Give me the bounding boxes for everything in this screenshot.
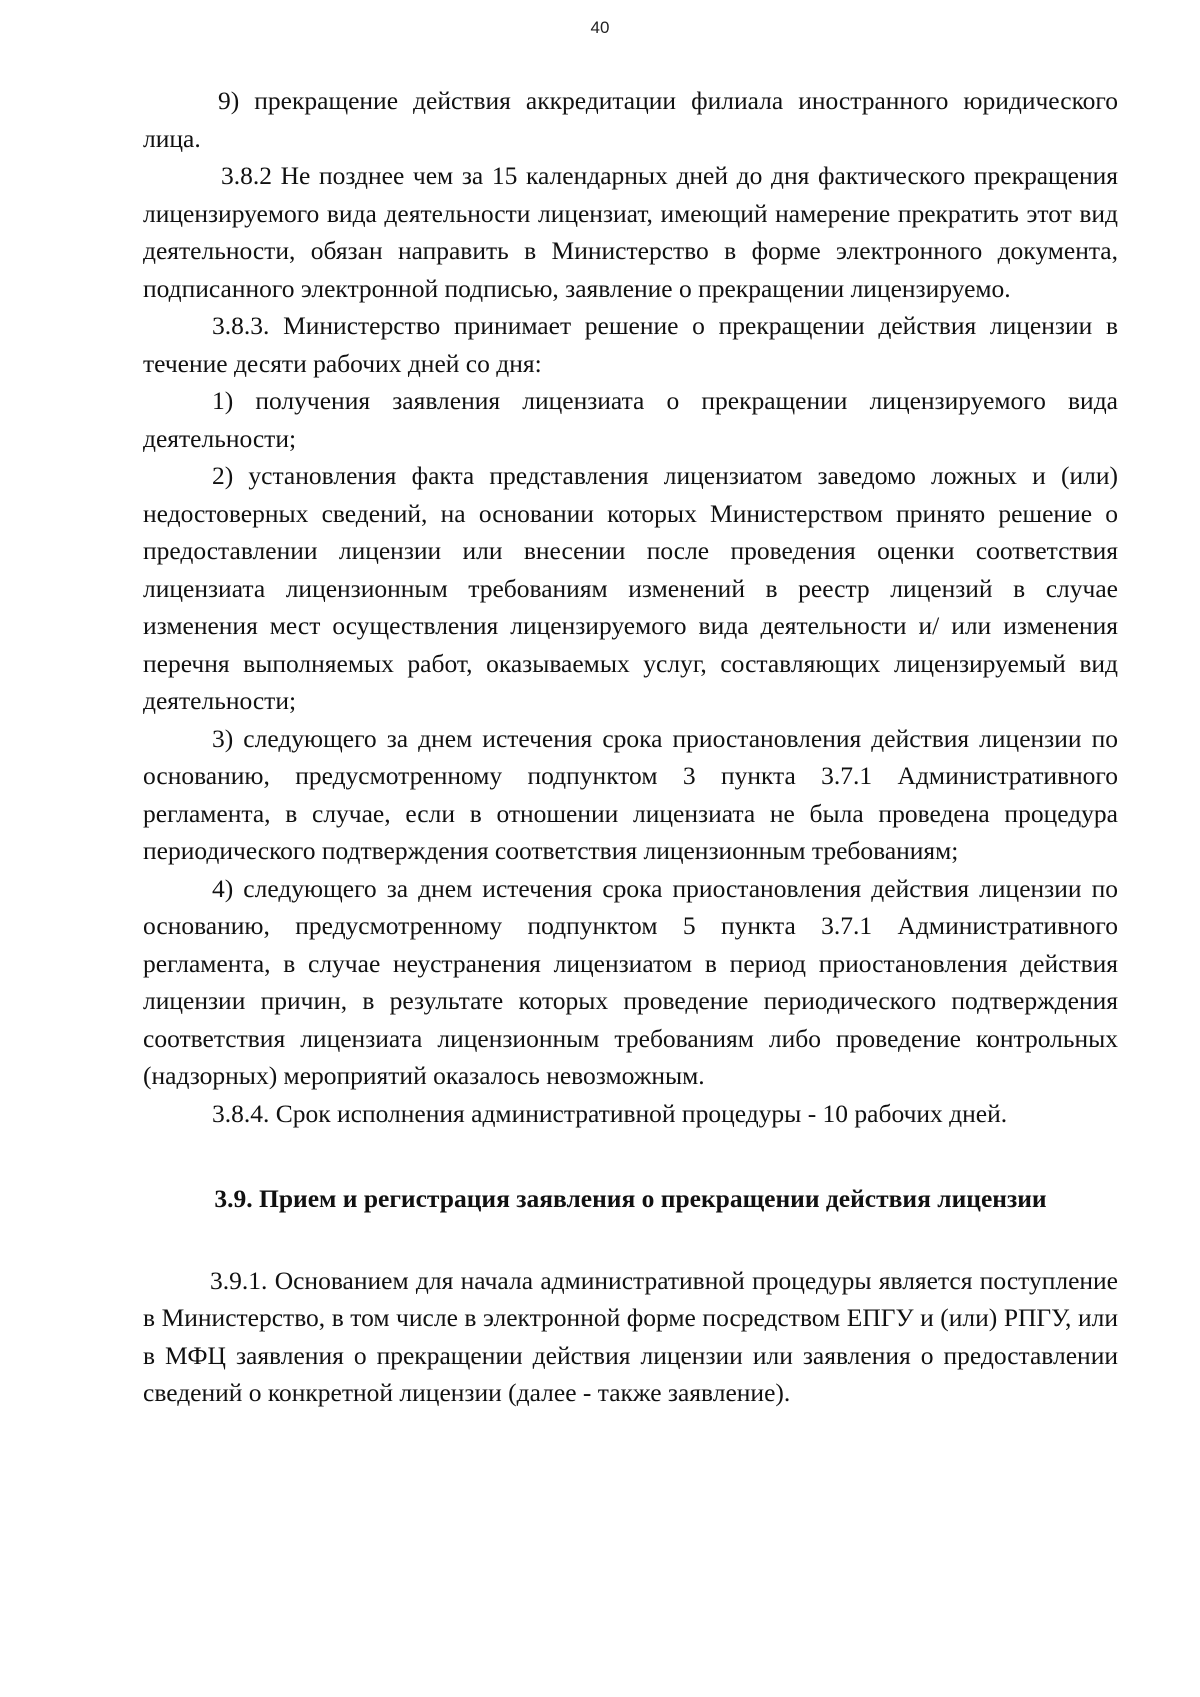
- section-heading-3-9: 3.9. Прием и регистрация заявления о прекращении действия лицензии: [214, 1184, 1047, 1213]
- subitem-1: 1) получения заявления лицензиата о прекращении лицензируемого вида деятельности;: [143, 386, 1118, 453]
- subitem-3: 3) следующего за днем истечения срока приостановления действия лицензии по основанию, предусмотренному подпунктом 3 пункта 3.7.1 Административного регламента, в случае, если в отношении лицензиата не была проведена процедура периодического подтверждения соответствия лицензионным требованиям;: [143, 723, 1118, 865]
- subitem-4: 4) следующего за днем истечения срока приостановления действия лицензии по основанию, предусмотренному подпунктом 5 пункта 3.7.1 Административного регламента, в случае неустранения лицензиатом в период приостановления действия лицензии причин, в результате которых проведение периодического подтверждения соответствия лицензиата лицензионным требованиям либо проведение контрольных (надзорных) мероприятий оказалось невозможным.: [143, 873, 1118, 1090]
- paragraph-3-8-2: 3.8.2 Не позднее чем за 15 календарных дней до дня фактического прекращения лицензируемого вида деятельности лицензиат, имеющий намерение прекратить этот вид деятельности, обязан направить в Министерство в форме электронного документа, подписанного электронной подписью, заявление о прекращении лицензируемо.: [143, 161, 1118, 303]
- paragraph-3-8-3: 3.8.3. Министерство принимает решение о прекращении действия лицензии в течение десяти рабочих дней со дня:: [143, 311, 1118, 378]
- paragraph-3-9-1: 3.9.1. Основанием для начала административной процедуры является поступление в Министерство, в том числе в электронной форме посредством ЕПГУ и (или) РПГУ, или в МФЦ заявления о прекращении действия лицензии или заявления о предоставлении сведений о конкретной лицензии (далее - также заявление).: [143, 1265, 1118, 1407]
- subitem-2: 2) установления факта представления лицензиатом заведомо ложных и (или) недостоверных сведений, на основании которых Министерством принято решение о предоставлении лицензии или внесении после проведения оценки соответствия лицензиата лицензионным требованиям изменений в реестр лицензий в случае изменения мест осуществления лицензируемого вида деятельности и/ или изменения перечня выполняемых работ, оказываемых услуг, составляющих лицензируемый вид деятельности;: [143, 461, 1118, 715]
- paragraph-3-8-4: 3.8.4. Срок исполнения административной процедуры - 10 рабочих дней.: [212, 1098, 1008, 1128]
- page-number: 40: [590, 18, 610, 37]
- document-body: [143, 82, 1118, 1412]
- paragraph-item-9: 9) прекращение действия аккредитации филиала иностранного юридического лица.: [143, 86, 1118, 153]
